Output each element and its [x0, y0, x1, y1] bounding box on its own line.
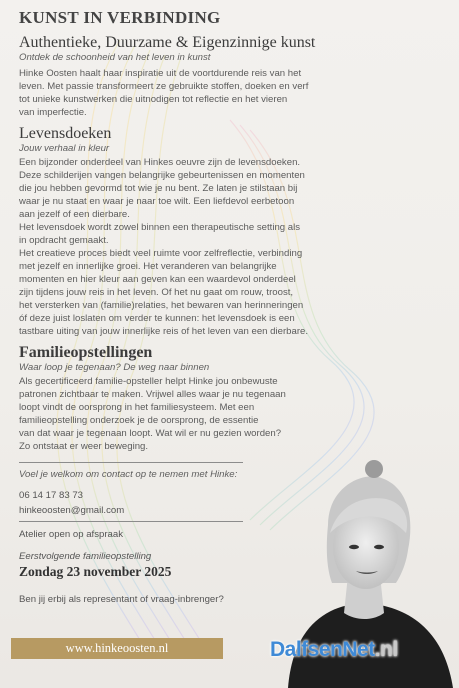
intro-paragraph [19, 67, 439, 119]
text-line: Als gecertificeerd familie-opsteller helpt Hinke jou onbewuste [19, 376, 278, 387]
text-line: zijn tijdens jouw reis in het leven. Of het nu gaat om rouw, troost, [19, 287, 294, 298]
text-line: Het levensdoek wordt zowel binnen een therapeutische setting als [19, 222, 301, 233]
contact-intro: Voel je welkom om contact op te nemen met Hinke: [19, 469, 238, 480]
levensdoeken-subtitle: Jouw verhaal in kleur [19, 143, 110, 154]
event-date: Zondag 23 november 2025 [19, 564, 172, 579]
familie-title: Familieopstellingen [19, 344, 153, 361]
website-link[interactable]: www.hinkeoosten.nl [11, 638, 223, 659]
text-line: het versterken van (familie)relaties, het bewaren van herinneringen [19, 300, 304, 311]
event-question: Ben jij erbij als representant of vraag-inbrenger? [19, 594, 224, 605]
familie-subtitle: Waar loop je tegenaan? De weg naar binnen [19, 362, 210, 373]
text-line: familieopstelling onderzoek je de oorsprong, de essentie [19, 415, 259, 426]
text-line: aan jezelf of een dierbare. [19, 209, 130, 220]
text-line: die jou hebben gevormd tot wie je nu bent. Ze laten je stilstaan bij [19, 183, 298, 194]
watermark-suffix: .nl [374, 638, 398, 661]
text-line: van imperfectie. [19, 107, 87, 118]
familie-paragraph [19, 375, 439, 453]
intro-subtitle: Ontdek de schoonheid van het leven in kunst [19, 52, 211, 63]
text-line: patronen zichtbaar te maken. Vrijwel alles waar je nu tegenaan [19, 389, 286, 400]
text-line: tastbare uiting van jouw innerlijke reis of het leven van een dierbare. [19, 326, 309, 337]
text-line: loopt vindt de oorsprong in het familiesysteem. Met een [19, 402, 255, 413]
levensdoeken-title: Levensdoeken [19, 125, 112, 142]
dalfsennet-watermark [270, 638, 398, 662]
text-line: leven. Met passie transformeert ze gebruikte stoffen, doeken en verf [19, 81, 309, 92]
phone-number[interactable]: 06 14 17 83 73 [19, 490, 84, 501]
text-line: momenten en hier kleur aan geven kan een waardevol onderdeel [19, 274, 296, 285]
text-line: van dat waar je tegenaan loopt. Wat wil er nu gezien worden? [19, 428, 282, 439]
text-line: waar je nu staat en waar je naar toe wilt. Een liefdevol eerbetoon [19, 196, 295, 207]
event-label: Eerstvolgende familieopstelling [19, 551, 152, 562]
intro-title: Authentieke, Duurzame & Eigenzinnige kunst [19, 34, 316, 51]
divider [19, 462, 243, 463]
page-title: KUNST IN VERBINDING [19, 8, 221, 27]
watermark-name: DalfsenNet [270, 638, 375, 661]
text-line: Zo ontstaat er weer beweging. [19, 441, 149, 452]
text-line: met jezelf en innerlijke groei. Het veranderen van belangrijke [19, 261, 277, 272]
text-line: óf deze juist loslaten om verder te kunnen: het levensdoek is een [19, 313, 295, 324]
email-address[interactable]: hinkeoosten@gmail.com [19, 505, 125, 516]
levensdoeken-paragraph [19, 156, 439, 338]
text-line: in opdracht gemaakt. [19, 235, 109, 246]
text-line: Deze schilderijen vangen belangrijke gebeurtenissen en momenten [19, 170, 305, 181]
atelier-note: Atelier open op afspraak [19, 529, 123, 540]
text-line: Hinke Oosten haalt haar inspiratie uit de voortdurende reis van het [19, 68, 302, 79]
text-line: Het creatieve proces biedt veel ruimte voor zelfreflectie, verbinding [19, 248, 303, 259]
text-line: Een bijzonder onderdeel van Hinkes oeuvre zijn de levensdoeken. [19, 157, 301, 168]
divider [19, 521, 243, 522]
text-line: tot unieke kunstwerken die uitnodigen tot reflectie en het vieren [19, 94, 288, 105]
